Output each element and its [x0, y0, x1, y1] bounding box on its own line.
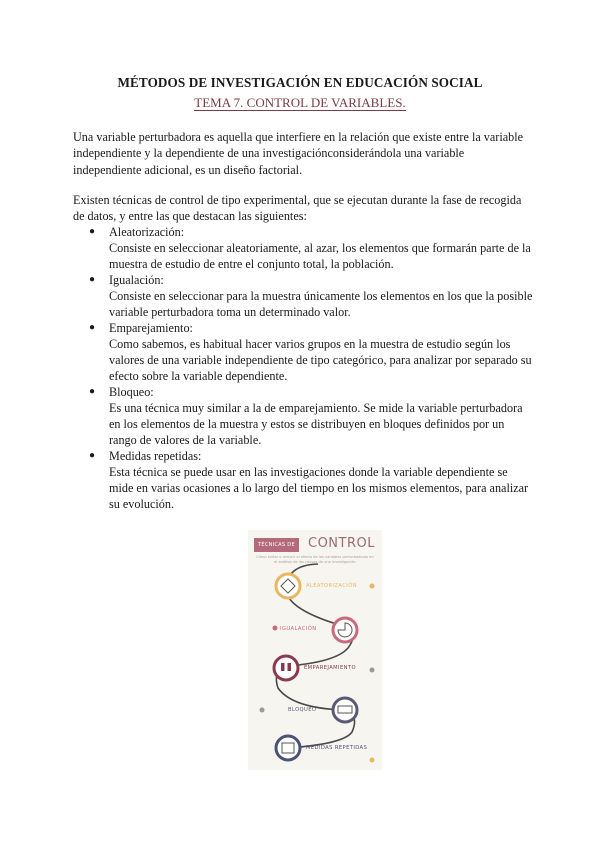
list-item — [73, 448, 533, 512]
plus-marker — [370, 668, 375, 673]
infographic-heading: CONTROL — [308, 536, 375, 551]
list-item — [73, 320, 533, 384]
subtitle-text: TEMA 7. CONTROL DE VARIABLES. — [194, 95, 406, 110]
document-subtitle — [0, 95, 600, 111]
list-item — [73, 224, 533, 272]
plus-marker — [273, 626, 278, 631]
person-shape — [288, 663, 292, 671]
document-title: MÉTODOS DE INVESTIGACIÓN EN EDUCACIÓN SOCIAL — [117, 75, 483, 90]
bullet-icon: ● — [89, 274, 96, 285]
technique-term: Emparejamiento: — [109, 321, 193, 335]
technique-desc: Como sabemos, es habitual hacer varios grupos en la muestra de estudio según los valores de una variable independiente de tipo categórico, para analizar por separado su efecto sobre la variable dependiente. — [109, 337, 532, 383]
technique-desc: Consiste en seleccionar aleatoriamente, al azar, los elementos que formarán parte de la muestra de estudio de entre el conjunto total, la población. — [109, 241, 531, 271]
technique-term: Aleatorización: — [109, 225, 185, 239]
infographic-path — [248, 530, 382, 770]
label-medidas-repetidas: MEDIDAS REPETIDAS — [306, 745, 368, 751]
technique-term: Igualación: — [109, 273, 164, 287]
plus-marker — [370, 584, 375, 589]
infographic-subtitle: Cómo evitar o reducir el efecto de las variables perturbadoras en el análisis de las causas de una investigación — [256, 555, 374, 564]
list-item — [73, 384, 533, 448]
label-bloqueo: BLOQUEO — [288, 707, 317, 713]
techniques-list — [73, 224, 533, 512]
people-icon — [274, 656, 298, 680]
label-aleatorizacion: ALEATORIZACIÓN — [306, 583, 357, 589]
intro-paragraph-2: Existen técnicas de control de tipo experimental, que se ejecutan durante la fase de recogida de datos, y entre las que destacan las siguientes: — [73, 193, 522, 224]
control-techniques-infographic — [248, 530, 382, 770]
label-igualacion: IGUALACIÓN — [280, 626, 317, 632]
label-emparejamiento: EMPAREJAMIENTO — [304, 665, 356, 671]
infographic-tag: TÉCNICAS DE — [254, 538, 299, 552]
person-shape — [281, 663, 285, 671]
group-icon — [333, 698, 357, 722]
calendar-icon — [276, 736, 300, 760]
dice-icon — [276, 574, 300, 598]
bullet-icon: ● — [89, 386, 96, 397]
intro-paragraph-1: Una variable perturbadora es aquella que interfiere en la relación que existe entre la variable independiente y la dependiente de una investigaciónconsiderándola una variable independiente adicional, es un diseño factorial. — [73, 130, 524, 177]
plus-marker — [370, 758, 375, 763]
infographic-header — [254, 538, 378, 552]
technique-desc: Esta técnica se puede usar en las investigaciones donde la variable dependiente se mide en varias ocasiones a lo largo del tiempo en los mismos elementos, para analizar su evolución. — [109, 465, 529, 511]
technique-term: Medidas repetidas: — [109, 449, 202, 463]
bullet-icon: ● — [89, 322, 96, 333]
bullet-icon: ● — [89, 226, 96, 237]
list-item — [73, 272, 533, 320]
technique-desc: Es una técnica muy similar a la de emparejamiento. Se mide la variable perturbadora en los elementos de la muestra y estos se distribuyen en bloques definidos por un rango de valores de la variable. — [109, 401, 523, 447]
bullet-icon: ● — [89, 450, 96, 461]
technique-term: Bloqueo: — [109, 385, 154, 399]
plus-marker — [260, 708, 265, 713]
technique-desc: Consiste en seleccionar para la muestra únicamente los elementos en los que la posible variable perturbadora toma un determinado valor. — [109, 289, 533, 319]
